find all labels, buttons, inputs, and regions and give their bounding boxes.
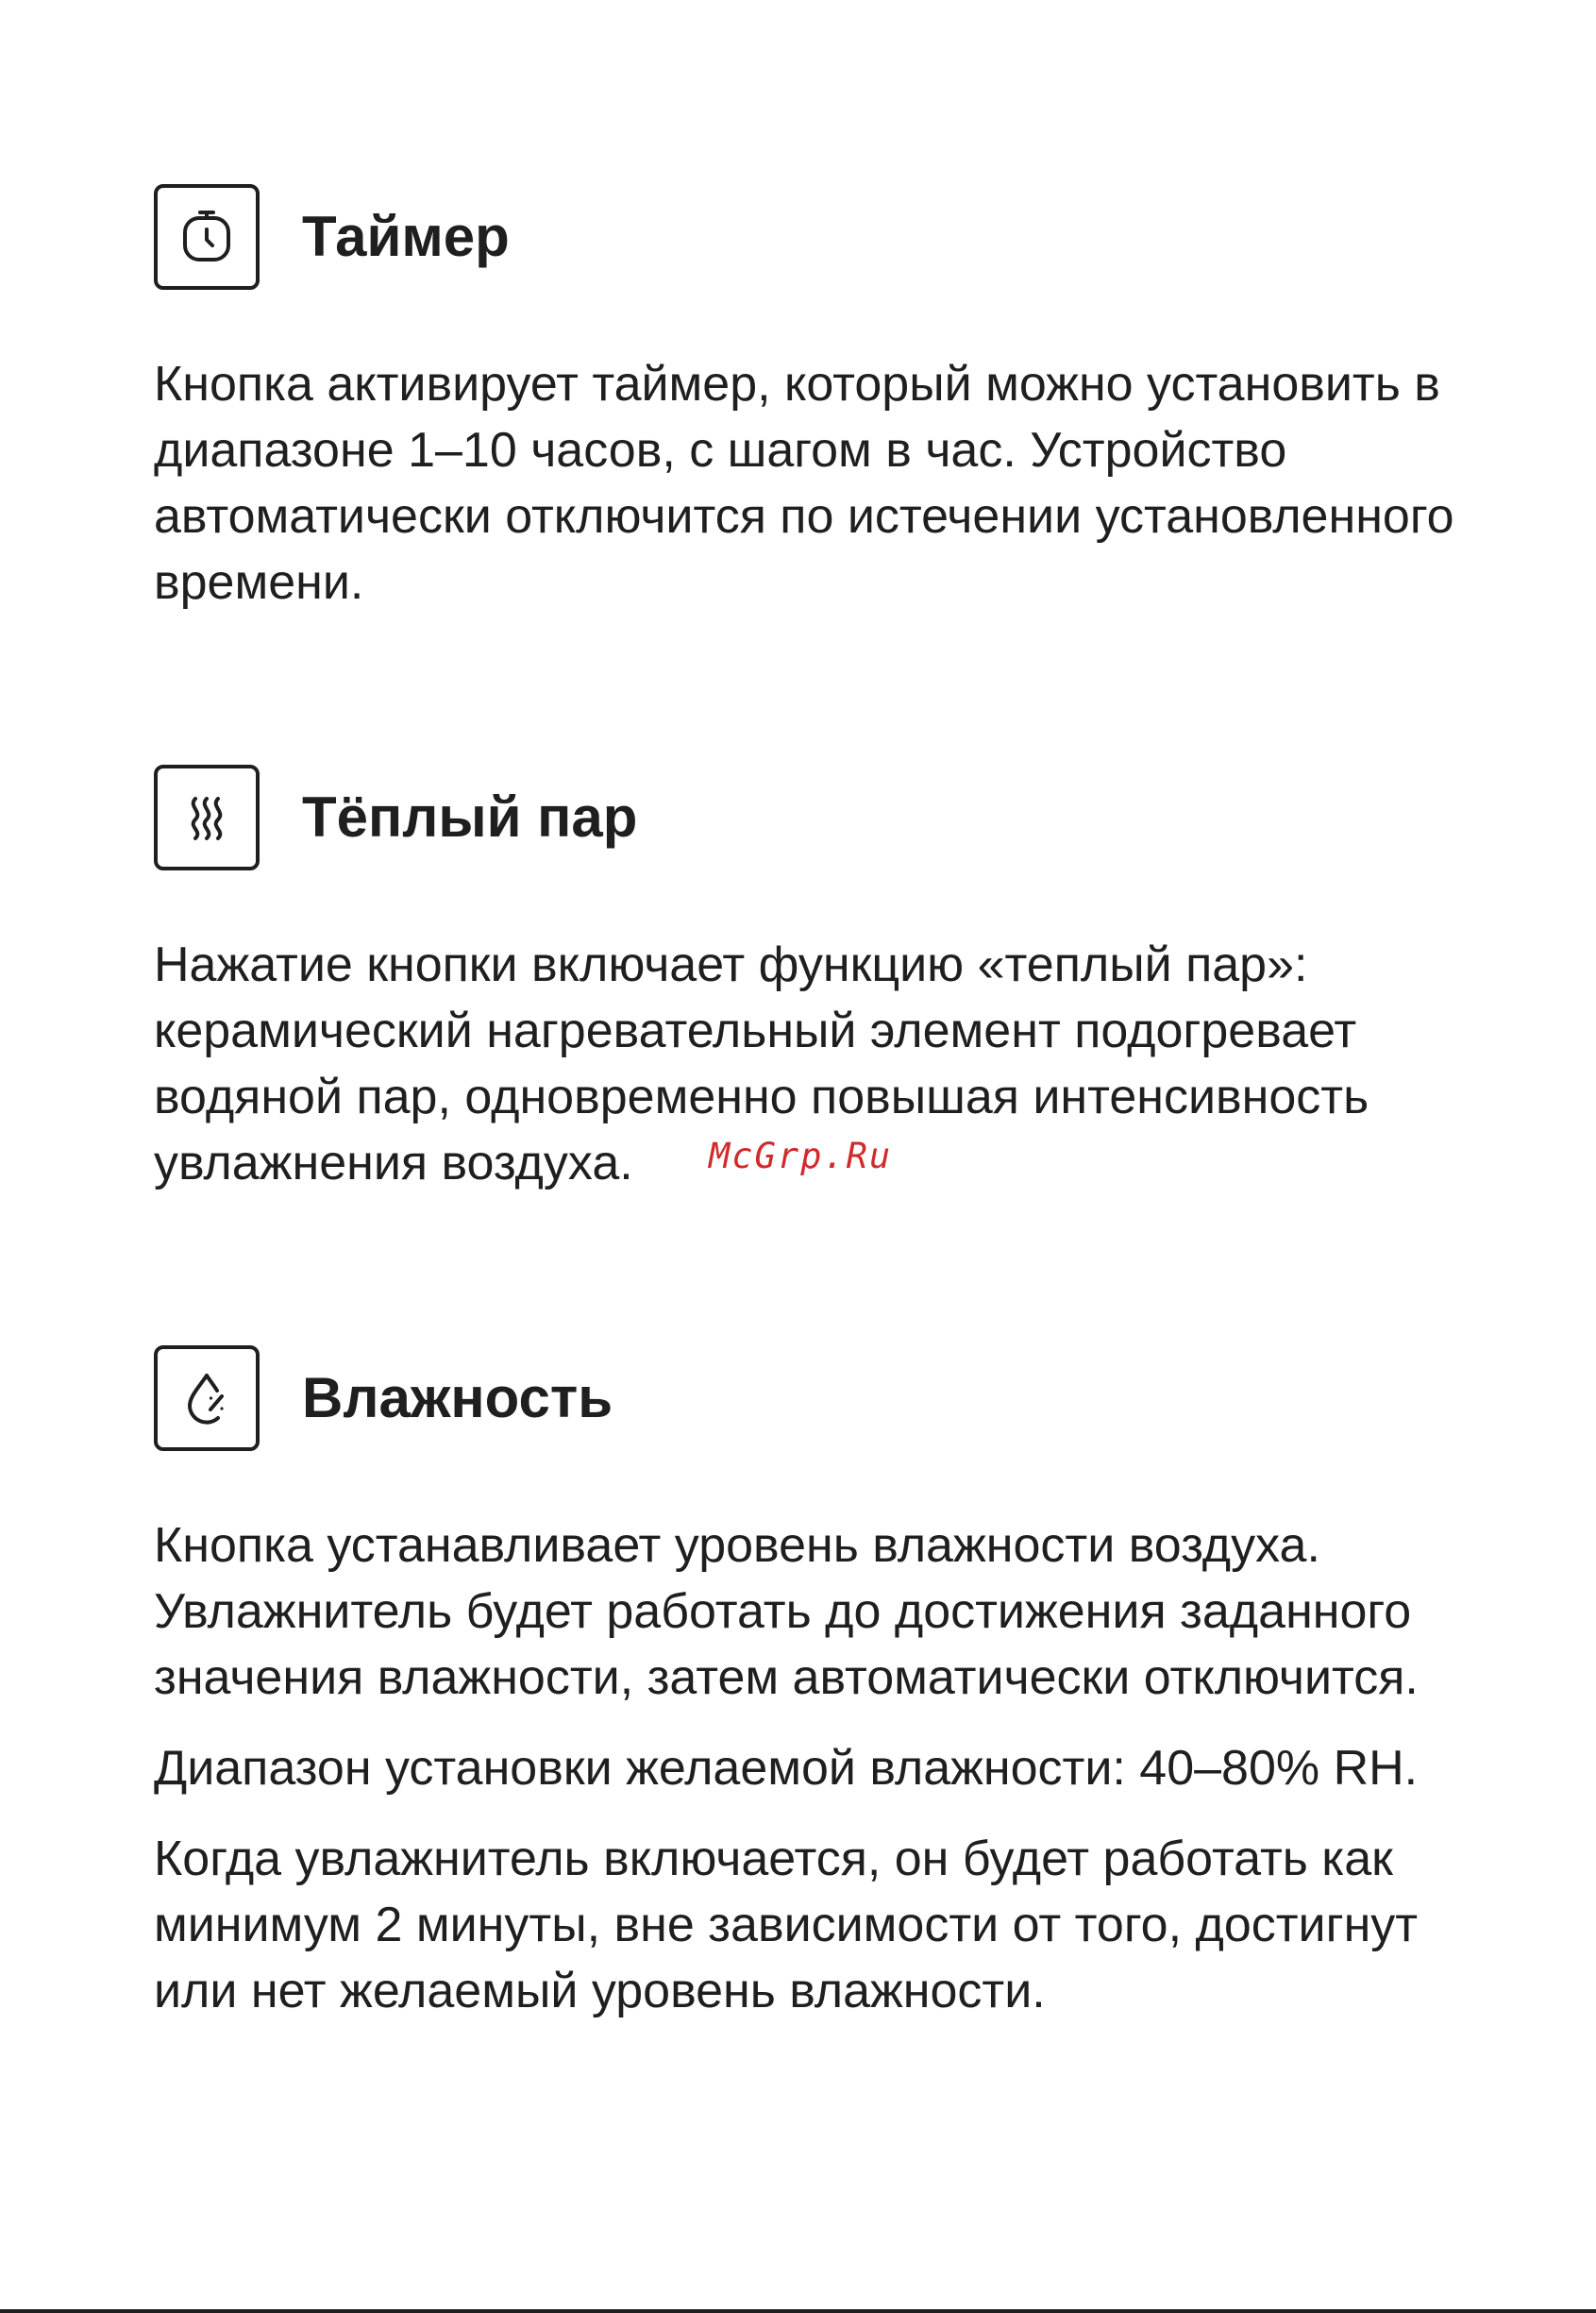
timer-header [154,181,1475,293]
timer-icon [154,184,260,290]
warm-steam-icon [154,765,260,870]
humidity-paragraph-3: Когда увлажнитель включается, он будет работать как минимум 2 минуты, вне зависимости от того, достигнут или нет желаемый уровень влажности. [154,1832,1419,2018]
humidity-section [154,1342,1475,2024]
warm-steam-paragraph: Нажатие кнопки включает функцию «теплый пар»: керамический нагревательный элемент подогревает водяной пар, одновременно повышая интенсивность увлажнения воздуха. [154,937,1369,1190]
timer-description [154,351,1475,616]
warm-steam-section [154,762,1475,1196]
watermark: McGrp.Ru [709,1136,893,1176]
humidity-paragraph-1: Кнопка устанавливает уровень влажности воздуха. Увлажнитель будет работать до достижения заданного значения влажности, затем автоматически отключится. [154,1518,1419,1705]
humidity-header [154,1342,1475,1454]
humidity-title: Влажность [302,1366,613,1429]
timer-section [154,181,1475,616]
humidity-drop-icon [154,1345,260,1451]
warm-steam-header [154,762,1475,873]
warm-steam-title: Тёплый пар [302,785,638,849]
timer-paragraph: Кнопка активирует таймер, который можно установить в диапазоне 1–10 часов, с шагом в час. Устройство автоматически отключится по истечении установленного времени. [154,357,1454,610]
timer-title: Таймер [302,205,510,268]
humidity-description [154,1512,1475,2024]
bottom-rule [0,2309,1596,2313]
humidity-paragraph-2: Диапазон установки желаемой влажности: 40–80% RH. [154,1741,1419,1796]
